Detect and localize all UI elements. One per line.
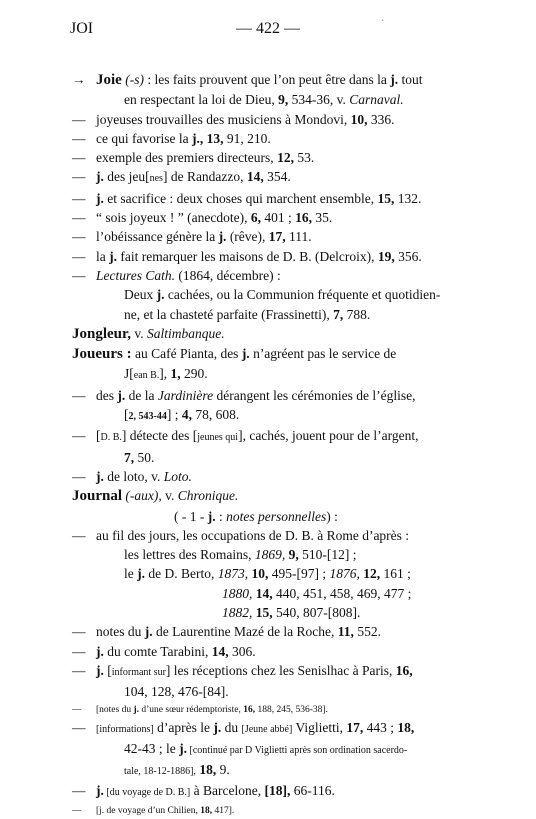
- sub-entry: — j. des jeu[nes] de Randazzo, 14, 354.: [72, 169, 291, 185]
- sub-entry: — ce qui favorise la j., 13, 91, 210.: [72, 130, 271, 146]
- page-number: — 422 —: [236, 20, 300, 37]
- entry-line: en respectant la loi de Dieu, 9, 534-36, v. Carnaval.: [124, 92, 404, 108]
- ink-mark: ·: [381, 16, 385, 27]
- entry-joie: → Joie (-s) : les faits prouvent que l’on peut être dans la j. tout: [72, 72, 423, 88]
- arrow-icon: →: [72, 72, 86, 87]
- entry-line: 1880, 14, 440, 451, 458, 469, 477 ;: [222, 585, 412, 601]
- entry-line: J[ean B.], 1, 290.: [124, 366, 208, 382]
- entry-line: ne, et la chasteté parfaite (Frassinetti), 7, 788.: [124, 306, 371, 322]
- sub-entry: — exemple des premiers directeurs, 12, 53.: [72, 150, 315, 166]
- entry-line: 7, 50.: [124, 449, 155, 465]
- sub-entry: — j. de loto, v. Loto.: [72, 468, 192, 484]
- index-content: [72, 70, 462, 819]
- sub-entry: — j. et sacrifice : deux choses qui marchent ensemble, 15, 132.: [72, 190, 422, 206]
- entry-line: 42-43 ; le j. [continué par D Viglietti après son ordination sacerdo-: [124, 740, 408, 756]
- sub-entry: — l’obéissance génère la j. (rêve), 17, 111.: [72, 229, 312, 245]
- entry-joueurs: Joueurs : au Café Pianta, des j. n’agréent pas le service de: [72, 346, 397, 363]
- sub-entry: — joyeuses trouvailles des musiciens à Mondovi, 10, 336.: [72, 111, 395, 127]
- sub-entry: — [informations] d’après le j. du [Jeune abbé] Viglietti, 17, 443 ; 18,: [72, 719, 415, 735]
- sub-entry: — [j. de voyage d’un Chilien, 18, 417].: [72, 805, 235, 816]
- sub-entry: — des j. de la Jardinière dérangent les cérémonies de l’église,: [72, 387, 416, 403]
- entry-line: [2, 543-44] ; 4, 78, 608.: [124, 407, 240, 423]
- sub-entry: — j. [du voyage de D. B.] à Barcelone, [18], 66-116.: [72, 783, 335, 799]
- entry-line: tale, 18-12-1886], 18, 9.: [124, 762, 230, 778]
- entry-line: les lettres des Romains, 1869, 9, 510-[12] ;: [124, 547, 357, 563]
- section-heading: ( - 1 - j. : notes personnelles) :: [174, 508, 338, 524]
- sub-entry: — “ sois joyeux ! ” (anecdote), 6, 401 ; 16, 35.: [72, 210, 333, 226]
- sub-entry: — j. du comte Tarabini, 14, 306.: [72, 643, 256, 659]
- entry-line: Deux j. cachées, ou la Communion fréquente et quotidien-: [124, 287, 441, 303]
- sub-entry: — j. [informant sur] les réceptions chez les Senislhac à Paris, 16,: [72, 662, 413, 678]
- sub-entry: — notes du j. de Laurentine Mazé de la Roche, 11, 552.: [72, 624, 381, 640]
- page-header: [0, 16, 536, 42]
- sub-entry: — la j. fait remarquer les maisons de D. B. (Delcroix), 19, 356.: [72, 248, 422, 264]
- entry-jongleur: Jongleur, v. Saltimbanque.: [72, 325, 225, 342]
- entry-line: 1882, 15, 540, 807-[808].: [222, 605, 361, 621]
- sub-entry: — [D. B.] détecte des [jeunes qui], cachés, jouent pour de l’argent,: [72, 428, 419, 444]
- entry-line: le j. de D. Berto, 1873, 10, 495-[97] ; 1876, 12, 161 ;: [124, 566, 411, 582]
- entry-journal: Journal (-aux), v. Chronique.: [72, 488, 239, 505]
- running-head: JOI: [70, 20, 94, 37]
- entry-line: 104, 128, 476-[84].: [124, 684, 229, 700]
- sub-entry: — [notes du j. d’une sœur rédemptoriste, 16, 188, 245, 536-38].: [72, 704, 328, 715]
- sub-entry: — au fil des jours, les occupations de D. B. à Rome d’après :: [72, 527, 410, 543]
- sub-entry-lectures: — Lectures Cath. (1864, décembre) :: [72, 267, 281, 283]
